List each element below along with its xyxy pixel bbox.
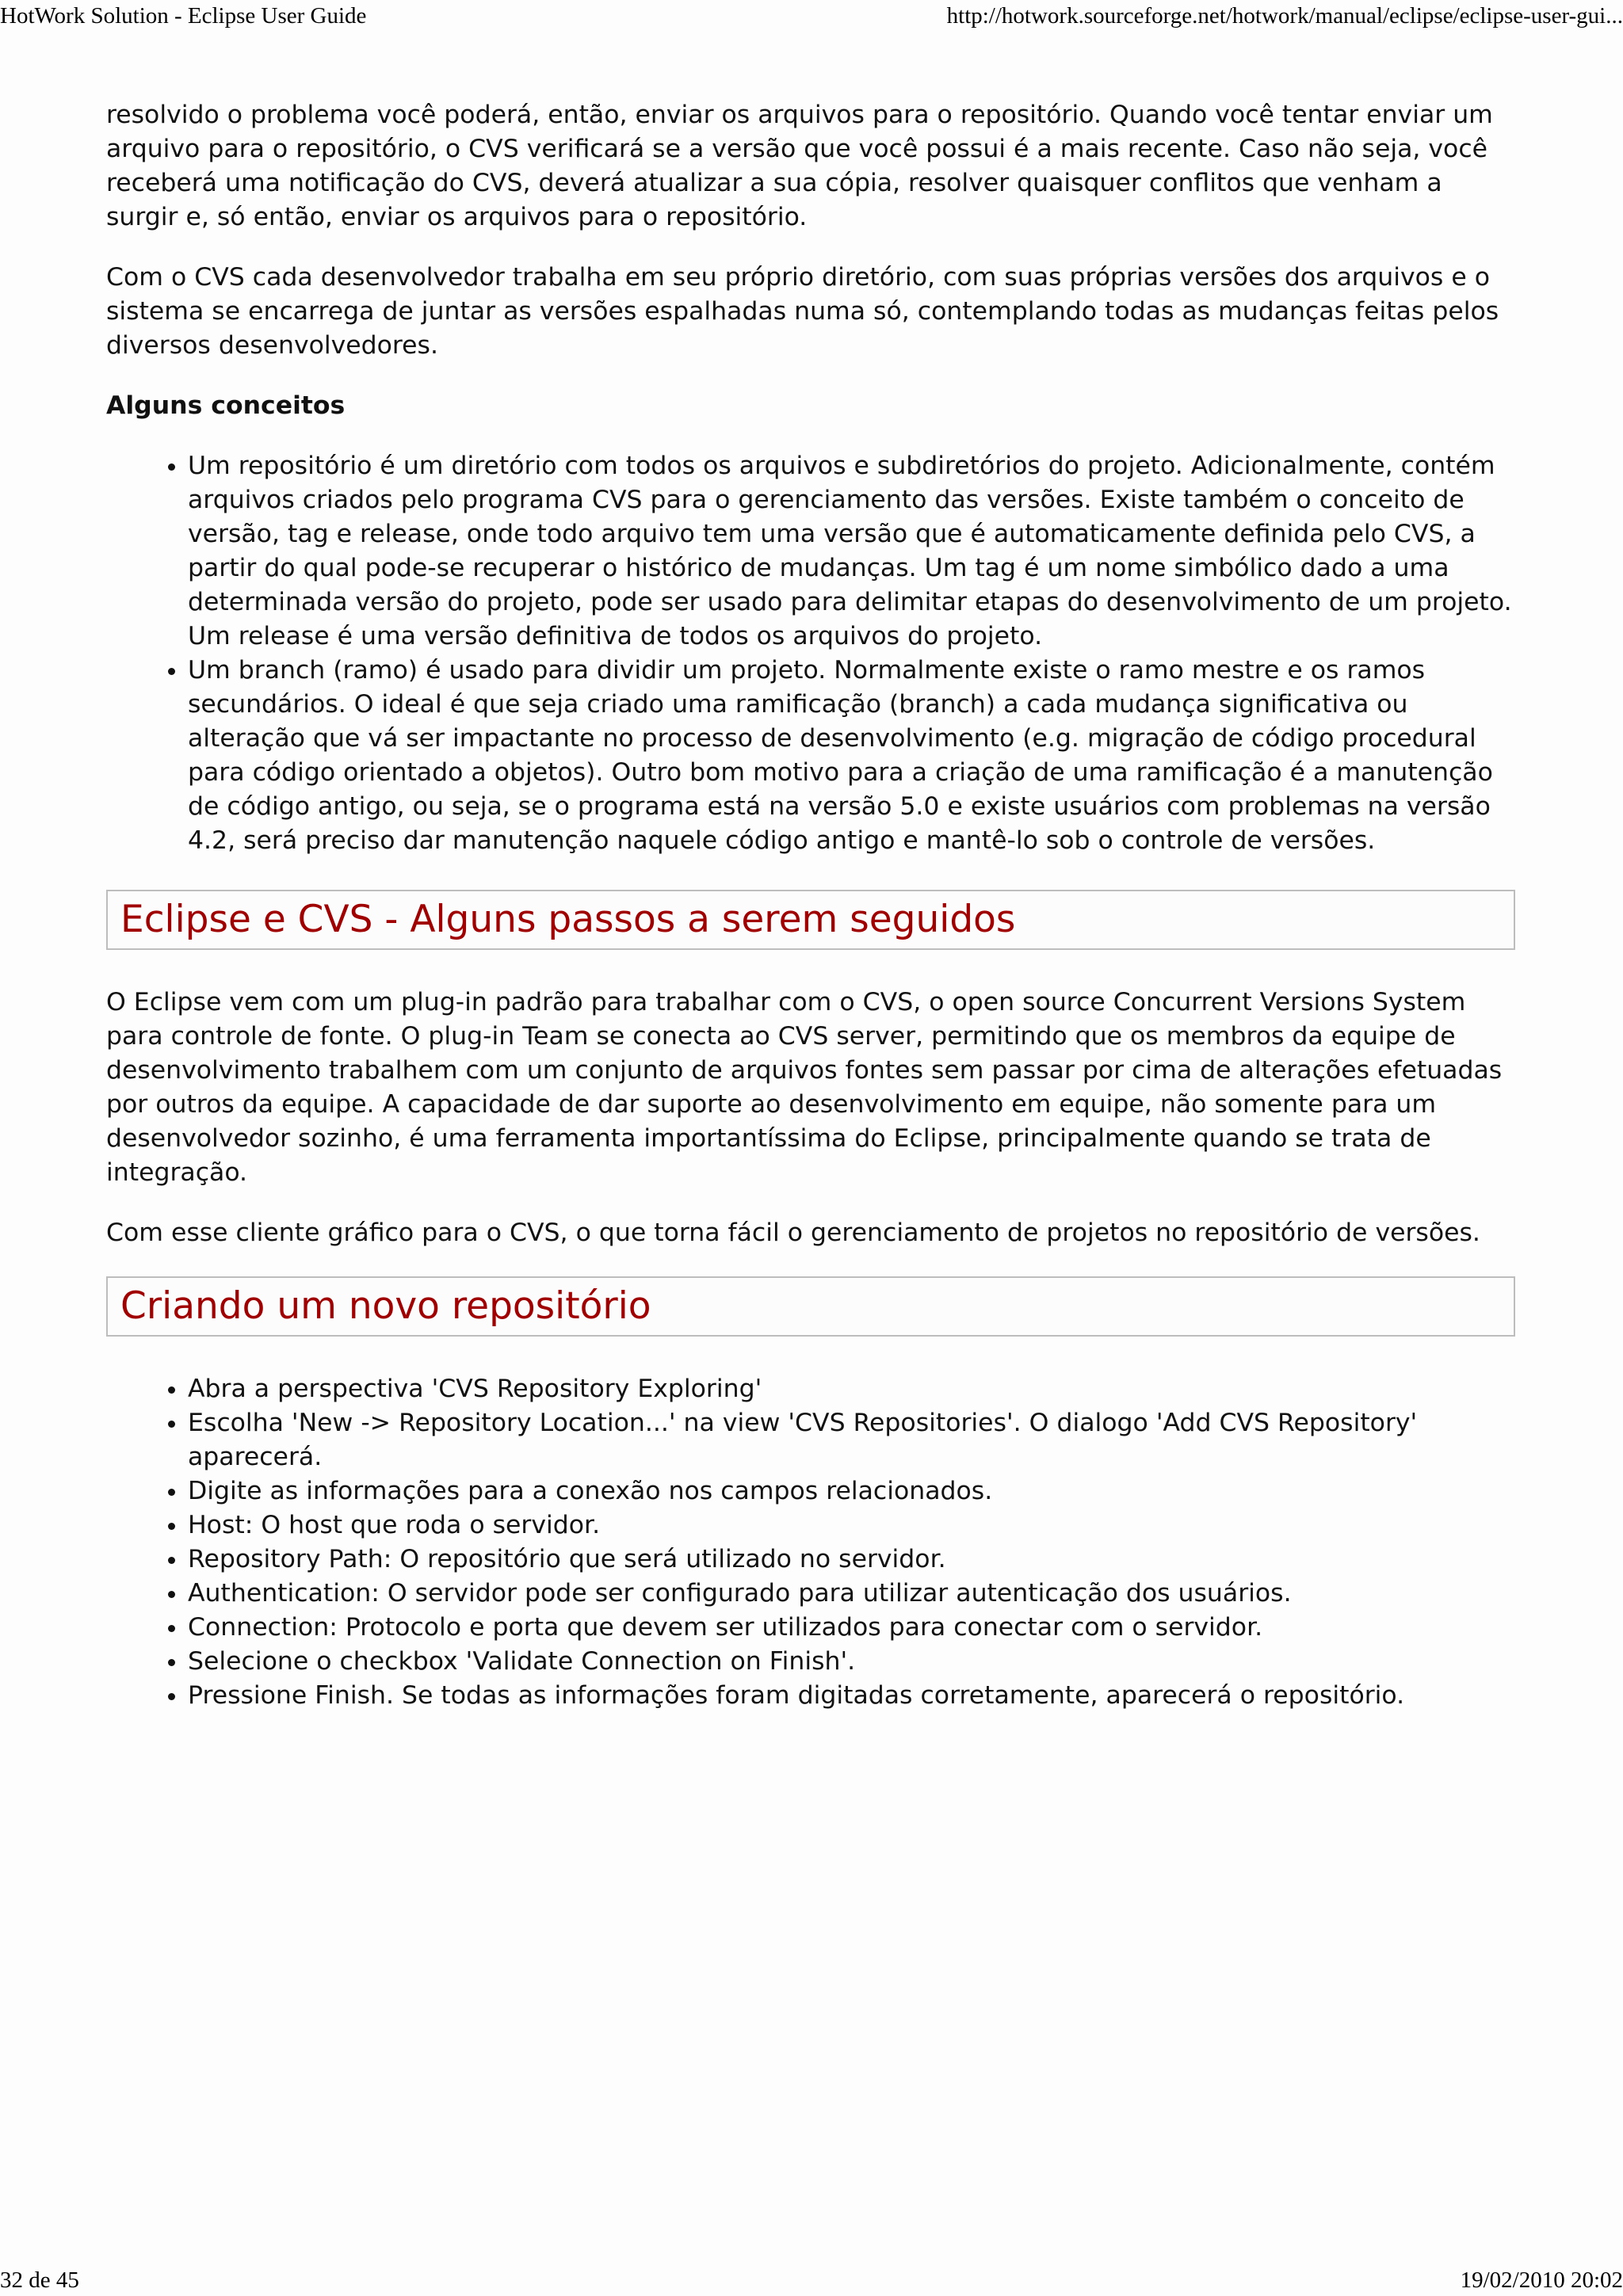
print-header bbox=[0, 0, 1623, 32]
page-number: 32 de 45 bbox=[0, 2267, 79, 2293]
steps-list bbox=[106, 1372, 1515, 1713]
paragraph: resolvido o problema você poderá, então, enviar os arquivos para o repositório. Quando você tentar enviar um arquivo para o repositório, o CVS verificará se a versão que você possui é a mais recente. Caso não seja, você receberá uma notificação do CVS, deverá atualizar a sua cópia, resolver quaisquer conflitos que venham a surgir e, só então, enviar os arquivos para o repositório. bbox=[106, 101, 1493, 231]
section-title-new-repository: Criando um novo repositório bbox=[106, 1276, 1515, 1337]
print-header-title: HotWork Solution - Eclipse User Guide bbox=[0, 3, 367, 29]
list-item: • Authentication: O servidor pode ser configurado para utilizar autenticação dos usuários. bbox=[188, 1577, 1515, 1611]
document-content bbox=[106, 98, 1515, 1745]
paragraph: O Eclipse vem com um plug-in padrão para trabalhar com o CVS, o open source Concurrent Versions System para controle de fonte. O plug-in Team se conecta ao CVS server, permitindo que os membros da equipe de desenvolvimento trabalhem com um conjunto de arquivos fontes sem passar por cima de alterações efetuadas por outros da equipe. A capacidade de dar suporte ao desenvolvimento em equipe, não somente para um desenvolvedor sozinho, é uma ferramenta importantíssima do Eclipse, principalmente quando se trata de integração. bbox=[106, 988, 1503, 1187]
list-item: • Host: O host que roda o servidor. bbox=[188, 1508, 1515, 1543]
list-item: • Pressione Finish. Se todas as informações foram digitadas corretamente, aparecerá o repositório. bbox=[188, 1679, 1515, 1713]
paragraph: Com esse cliente gráfico para o CVS, o que torna fácil o gerenciamento de projetos no repositório de versões. bbox=[106, 1219, 1480, 1247]
list-item: • Repository Path: O repositório que será utilizado no servidor. bbox=[188, 1543, 1515, 1577]
list-item: • Digite as informações para a conexão nos campos relacionados. bbox=[188, 1474, 1515, 1508]
list-item: • Abra a perspectiva 'CVS Repository Exploring' bbox=[188, 1372, 1515, 1406]
section-title-eclipse-cvs: Eclipse e CVS - Alguns passos a serem seguidos bbox=[106, 890, 1515, 950]
print-header-url: http://hotwork.sourceforge.net/hotwork/manual/eclipse/eclipse-user-gui... bbox=[946, 3, 1623, 29]
list-item: • Connection: Protocolo e porta que devem ser utilizados para conectar com o servidor. bbox=[188, 1611, 1515, 1645]
paragraph: Com o CVS cada desenvolvedor trabalha em seu próprio diretório, com suas próprias versões dos arquivos e o sistema se encarrega de juntar as versões espalhadas numa só, contemplando todas as mudanças feitas pelos diversos desenvolvedores. bbox=[106, 263, 1499, 360]
print-datetime: 19/02/2010 20:02 bbox=[1460, 2267, 1623, 2293]
print-footer bbox=[0, 2264, 1623, 2296]
concepts-list bbox=[106, 449, 1515, 858]
subheading-concepts: Alguns conceitos bbox=[106, 391, 346, 420]
list-item: • Selecione o checkbox 'Validate Connection on Finish'. bbox=[188, 1645, 1515, 1679]
list-item: • Um branch (ramo) é usado para dividir um projeto. Normalmente existe o ramo mestre e os ramos secundários. O ideal é que seja criado uma ramificação (branch) a cada mudança significativa ou alteração que vá ser impactante no processo de desenvolvimento (e.g. migração de código procedural para código orientado a objetos). Outro bom motivo para a criação de uma ramificação é a manutenção de código antigo, ou seja, se o programa está na versão 5.0 e existe usuários com problemas na versão 4.2, será preciso dar manutenção naquele código antigo e mantê-lo sob o controle de versões. bbox=[188, 654, 1515, 858]
list-item: • Um repositório é um diretório com todos os arquivos e subdiretórios do projeto. Adicionalmente, contém arquivos criados pelo programa CVS para o gerenciamento das versões. Existe também o conceito de versão, tag e release, onde todo arquivo tem uma versão que é automaticamente definida pelo CVS, a partir do qual pode-se recuperar o histórico de mudanças. Um tag é um nome simbólico dado a uma determinada versão do projeto, pode ser usado para delimitar etapas do desenvolvimento de um projeto. Um release é uma versão definitiva de todos os arquivos do projeto. bbox=[188, 449, 1515, 654]
list-item: • Escolha 'New -> Repository Location...' na view 'CVS Repositories'. O dialogo 'Add CVS Repository' aparecerá. bbox=[188, 1406, 1515, 1474]
